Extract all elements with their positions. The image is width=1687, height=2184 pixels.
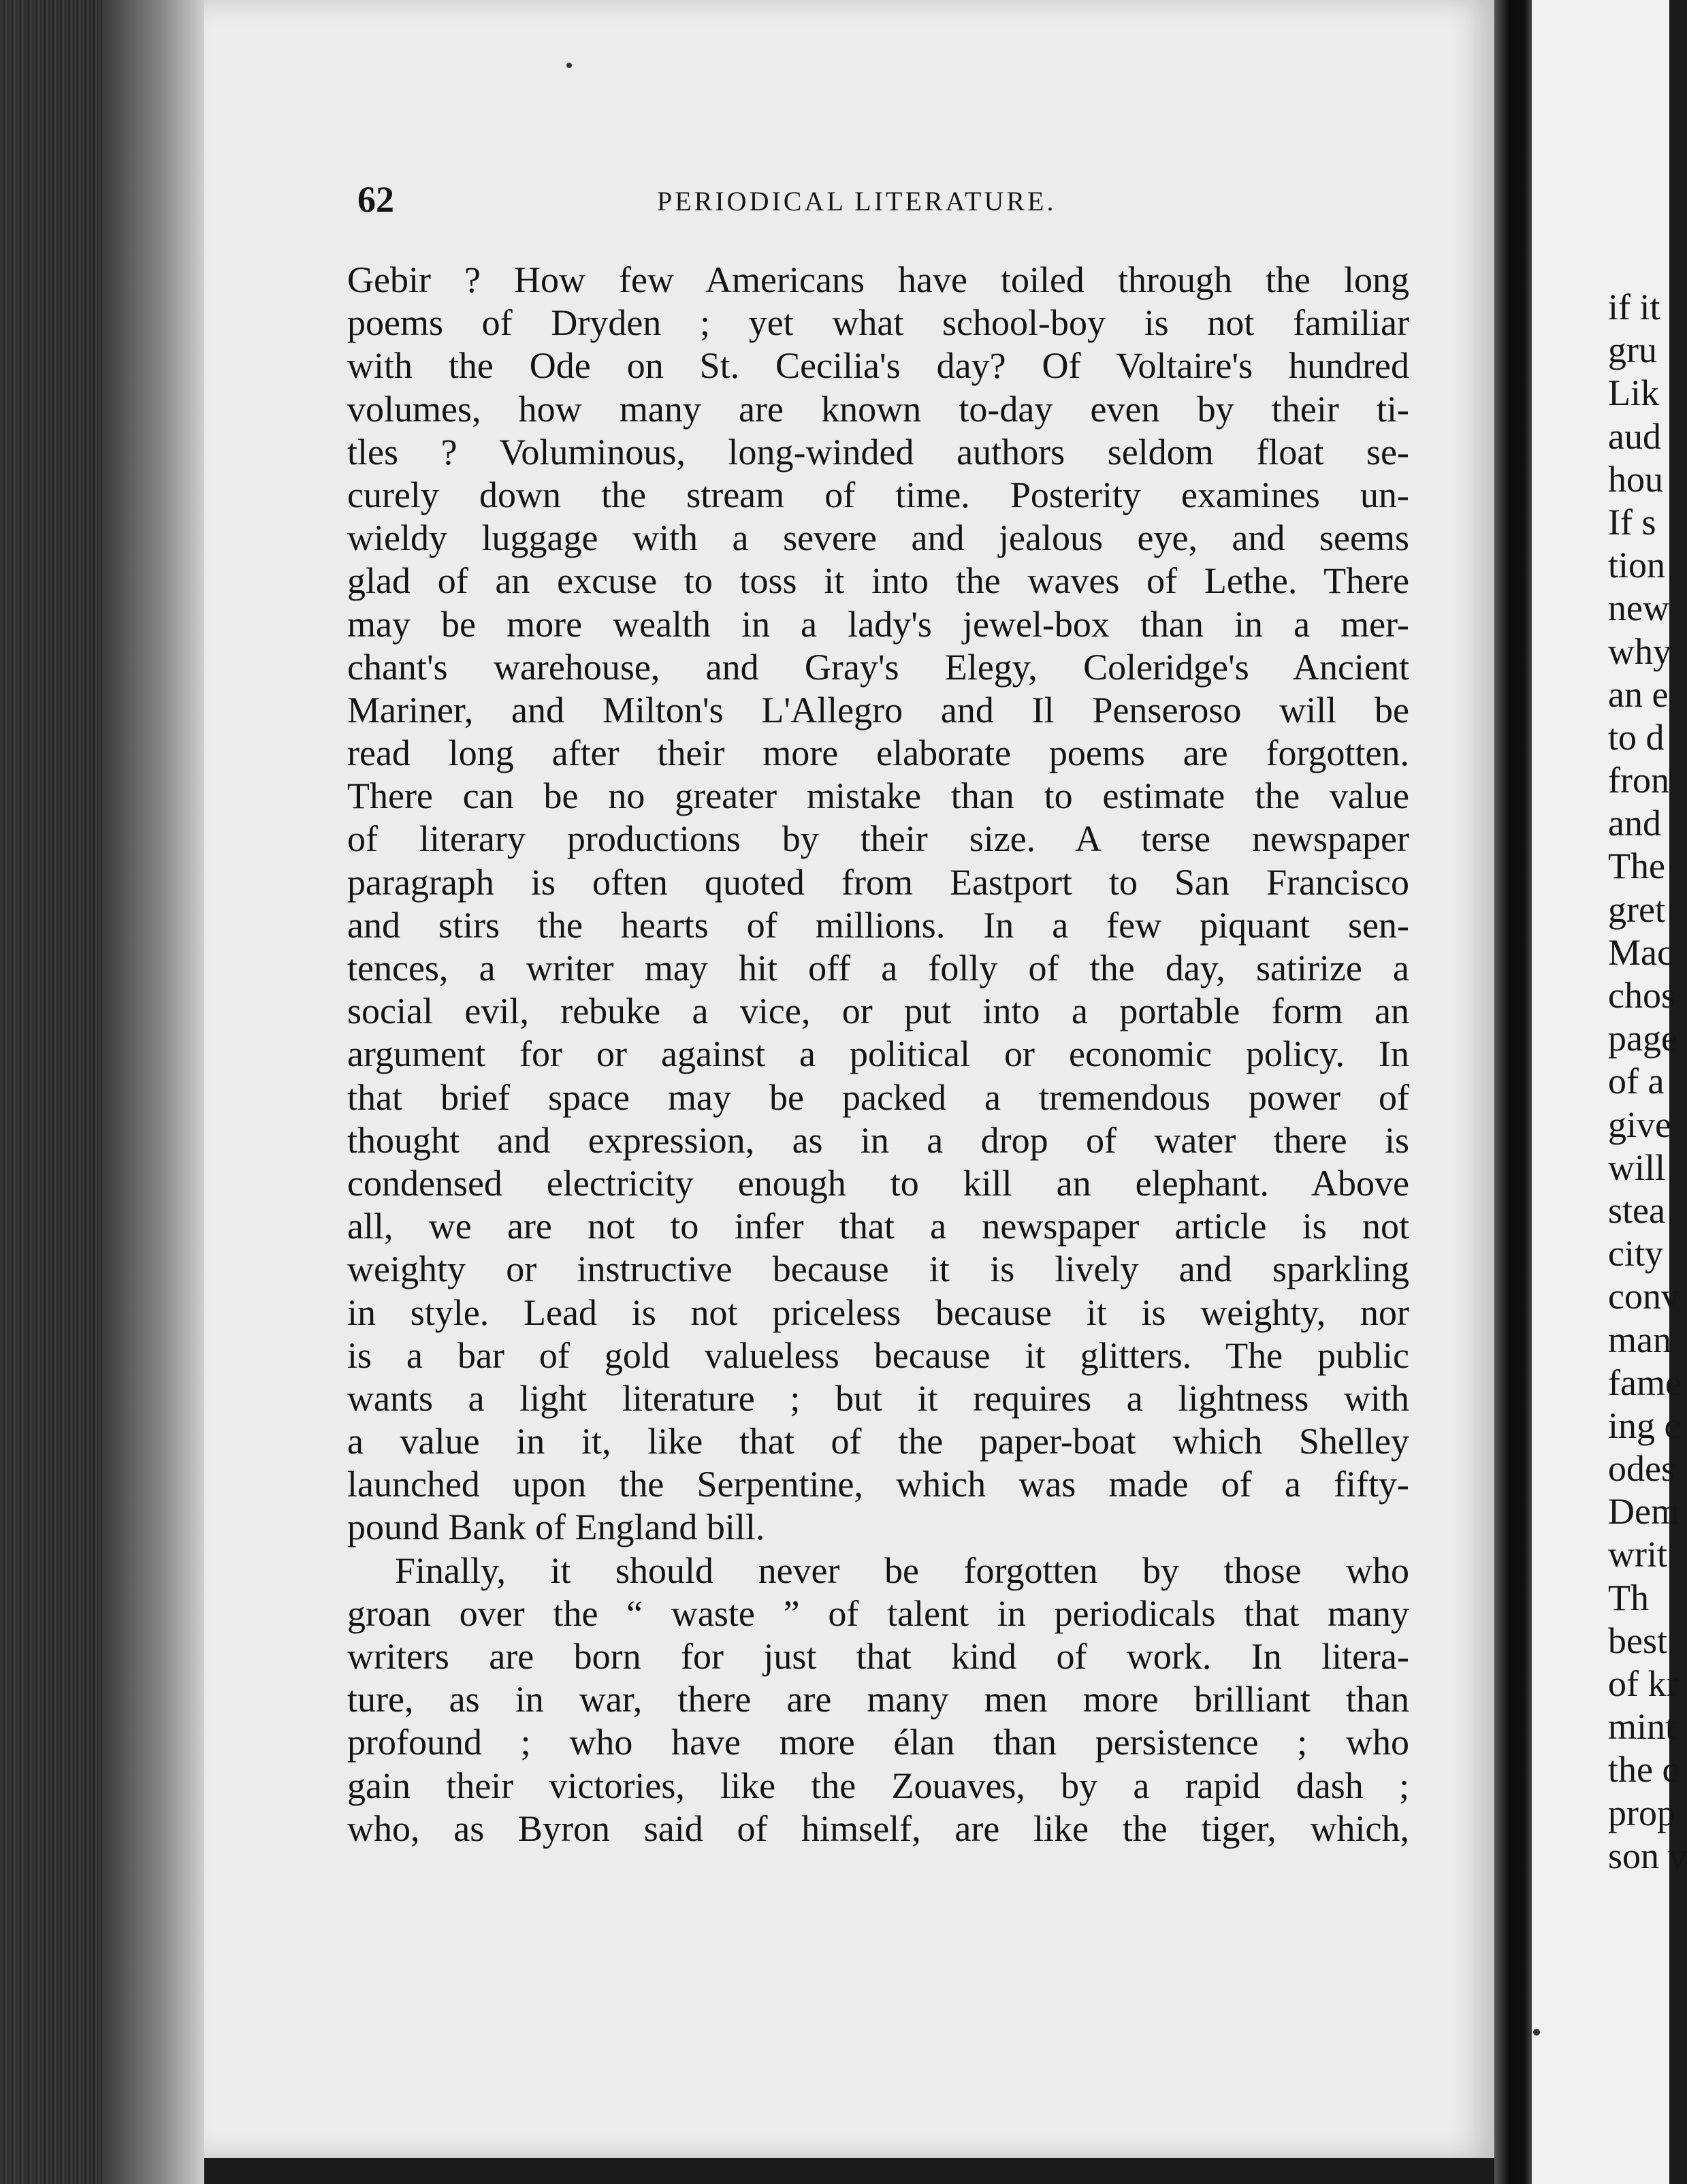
facing-line: fame <box>1608 1362 1682 1403</box>
facing-line: an e <box>1608 673 1669 715</box>
facing-line: prop <box>1608 1792 1675 1833</box>
text-line: tles ? Voluminous, long-winded authors seldom float se- <box>347 431 1409 472</box>
text-line: read long after their more elaborate poems are forgotten. <box>347 733 1409 774</box>
facing-line: Mac <box>1608 931 1673 973</box>
text-line: gain their victories, like the Zouaves, by a rapid dash ; <box>347 1765 1409 1806</box>
text-line: weighty or instructive because it is lively and sparkling <box>347 1249 1409 1290</box>
text-line: glad of an excuse to toss it into the waves of Lethe. There <box>347 560 1409 602</box>
facing-line: new <box>1608 588 1669 629</box>
page-number: 62 <box>357 179 394 220</box>
text-line: tences, a writer may hit off a folly of the day, satirize a <box>347 948 1409 989</box>
facing-line: page <box>1608 1018 1677 1059</box>
facing-line: of kr <box>1608 1663 1679 1704</box>
facing-line: son v <box>1608 1835 1687 1876</box>
text-line: launched upon the Serpentine, which was made of a fifty- <box>347 1464 1409 1505</box>
text-line: social evil, rebuke a vice, or put into a portable form an <box>347 991 1409 1032</box>
facing-line: man <box>1608 1319 1671 1360</box>
facing-line: ing c <box>1608 1404 1681 1446</box>
text-line: poems of Dryden ; yet what school-boy is not familiar <box>347 302 1409 344</box>
page-edge-shadow <box>102 0 204 2184</box>
text-line: who, as Byron said of himself, are like the tiger, which, <box>347 1808 1409 1849</box>
facing-line: Lik <box>1608 372 1659 414</box>
facing-line: gret <box>1608 888 1665 930</box>
text-line: volumes, how many are known to-day even by their ti- <box>347 388 1409 430</box>
ink-speck <box>1533 2029 1540 2036</box>
text-line: condensed electricity enough to kill an elephant. Above <box>347 1162 1409 1204</box>
running-head <box>357 178 1351 226</box>
text-line: wants a light literature ; but it requires a lightness with <box>347 1377 1409 1419</box>
paragraph-start-line: Finally, it should never be forgotten by those who <box>395 1549 1409 1591</box>
facing-line: of a <box>1608 1061 1665 1102</box>
facing-line: conv <box>1608 1276 1680 1317</box>
body-text <box>347 259 1409 1850</box>
facing-line: city <box>1608 1233 1663 1274</box>
facing-line: mint <box>1608 1706 1676 1748</box>
ink-speck <box>566 63 572 68</box>
text-line: profound ; who have more élan than persistence ; who <box>347 1722 1409 1763</box>
facing-line: and <box>1608 803 1661 844</box>
facing-line: why <box>1608 630 1671 672</box>
facing-line: writ <box>1608 1534 1667 1575</box>
facing-line: odes <box>1608 1448 1675 1490</box>
text-line: paragraph is often quoted from Eastport to San Francisco <box>347 861 1409 903</box>
text-line: and stirs the hearts of millions. In a few piquant sen- <box>347 904 1409 946</box>
text-line: argument for or against a political or economic policy. In <box>347 1033 1409 1075</box>
facing-line: Th <box>1608 1577 1649 1618</box>
facing-line: stea <box>1608 1189 1665 1231</box>
text-line: Mariner, and Milton's L'Allegro and Il Penseroso will be <box>347 689 1409 730</box>
text-line: may be more wealth in a lady's jewel-box than in a mer- <box>347 603 1409 645</box>
text-line: Gebir ? How few Americans have toiled through the long <box>347 259 1409 300</box>
facing-line: The <box>1608 846 1665 887</box>
facing-line: hou <box>1608 458 1663 500</box>
facing-line: If s <box>1608 501 1656 543</box>
facing-line: Dem <box>1608 1491 1680 1532</box>
text-line: groan over the “ waste ” of talent in periodicals that many <box>347 1592 1409 1634</box>
facing-line: gru <box>1608 330 1657 371</box>
facing-line: if it <box>1608 287 1660 327</box>
text-line: writers are born for just that kind of work. In litera- <box>347 1636 1409 1677</box>
text-line: There can be no greater mistake than to estimate the value <box>347 775 1409 817</box>
facing-line: fron <box>1608 760 1669 801</box>
paragraph-end-line: pound Bank of England bill. <box>347 1507 765 1548</box>
book-gutter <box>1494 0 1532 2184</box>
text-line: a value in it, like that of the paper-boat which Shelley <box>347 1421 1409 1462</box>
facing-line: chos <box>1608 975 1675 1016</box>
text-line: wieldy luggage with a severe and jealous eye, and seems <box>347 517 1409 559</box>
facing-line: aud <box>1608 415 1661 457</box>
text-line: all, we are not to infer that a newspaper article is not <box>347 1206 1409 1247</box>
facing-line: to d <box>1608 716 1665 758</box>
text-line: that brief space may be packed a tremendous power of <box>347 1076 1409 1118</box>
text-line: thought and expression, as in a drop of water there is <box>347 1119 1409 1161</box>
facing-page-text <box>1608 286 1687 1878</box>
facing-line: give <box>1608 1104 1671 1145</box>
running-title: PERIODICAL LITERATURE. <box>657 186 1057 216</box>
facing-line: will <box>1608 1146 1666 1188</box>
text-line: of literary productions by their size. A terse newspaper <box>347 818 1409 860</box>
text-line: in style. Lead is not priceless because it is weighty, nor <box>347 1291 1409 1333</box>
text-line: ture, as in war, there are many men more brilliant than <box>347 1679 1409 1720</box>
text-line: curely down the stream of time. Posterity examines un- <box>347 474 1409 515</box>
facing-line: best <box>1608 1620 1667 1661</box>
text-line: is a bar of gold valueless because it glitters. The public <box>347 1334 1409 1376</box>
facing-line: the c <box>1608 1749 1679 1790</box>
facing-line: tion <box>1608 545 1666 586</box>
text-line: chant's warehouse, and Gray's Elegy, Coleridge's Ancient <box>347 646 1409 688</box>
text-line: with the Ode on St. Cecilia's day? Of Voltaire's hundred <box>347 345 1409 387</box>
